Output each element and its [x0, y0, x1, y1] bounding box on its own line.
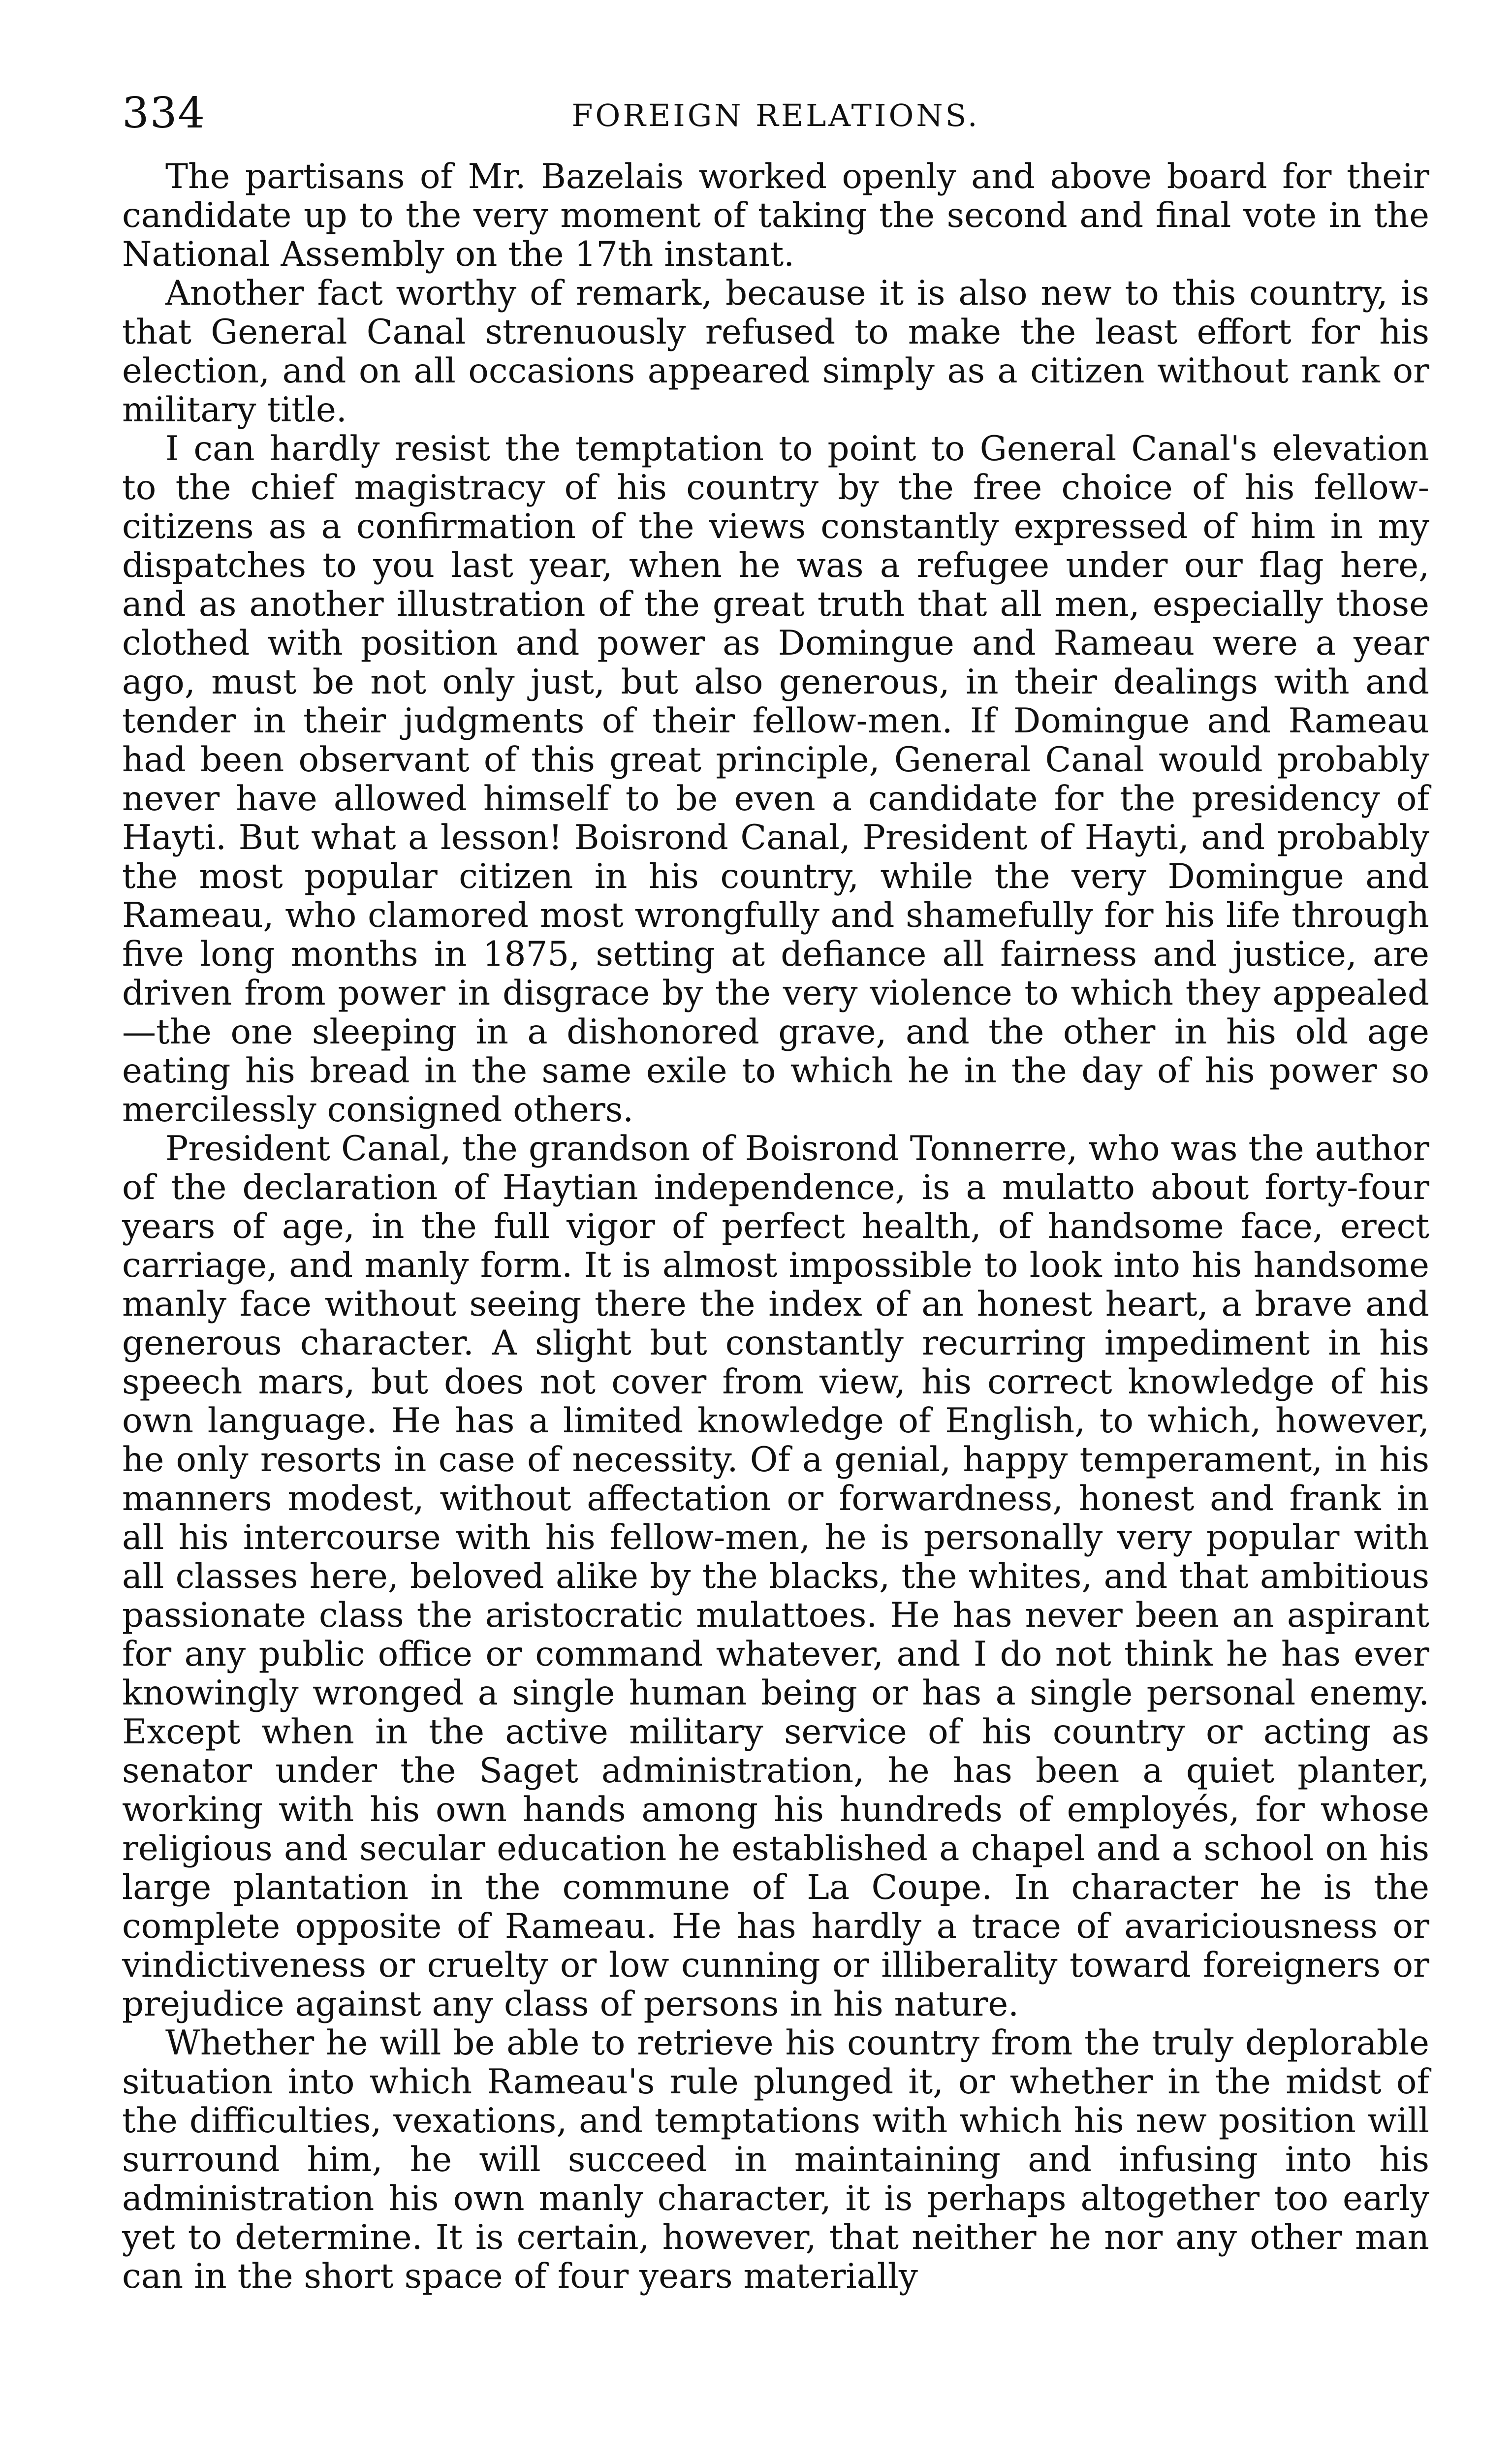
paragraph: Another fact worthy of remark, because it is also new to this country, is that General Canal strenuously refused to make the least effort for his election, and on all occasions appeared simply as a citizen without rank or military title. [122, 274, 1429, 430]
running-head [122, 89, 1429, 143]
paragraph: The partisans of Mr. Bazelais worked openly and above board for their candidate up to the very moment of taking the second and final vote in the National Assembly on the 17th instant. [122, 157, 1429, 274]
paragraph: I can hardly resist the temptation to point to General Canal's elevation to the chief magistracy of his country by the free choice of his fellow-citizens as a confirmation of the views constantly expressed of him in my dispatches to you last year, when he was a refugee under our flag here, and as another illustration of the great truth that all men, especially those clothed with position and power as Domingue and Rameau were a year ago, must be not only just, but also generous, in their dealings with and tender in their judgments of their fellow-men. If Domingue and Rameau had been observant of this great principle, General Canal would probably never have allowed himself to be even a candidate for the presidency of Hayti. But what a lesson! Boisrond Canal, President of Hayti, and probably the most popular citizen in his country, while the very Domingue and Rameau, who clamored most wrongfully and shamefully for his life through five long months in 1875, setting at defiance all fairness and justice, are driven from power in disgrace by the very violence to which they appealed—the one sleeping in a dishonored grave, and the other in his old age eating his bread in the same exile to which he in the day of his power so mercilessly consigned others. [122, 429, 1429, 1130]
running-head-title: FOREIGN RELATIONS. [571, 97, 980, 133]
paragraph: Whether he will be able to retrieve his country from the truly deplorable situation into which Rameau's rule plunged it, or whether in the midst of the difficulties, vexations, and temptations with which his new position will surround him, he will succeed in maintaining and infusing into his administration his own manly character, it is perhaps altogether too early yet to determine. It is certain, however, that neither he nor any other man can in the short space of four years materially [122, 2023, 1429, 2296]
paragraph: President Canal, the grandson of Boisrond Tonnerre, who was the author of the declaration of Haytian independence, is a mulatto about forty-four years of age, in the full vigor of perfect health, of handsome face, erect carriage, and manly form. It is almost impossible to look into his handsome manly face without seeing there the index of an honest heart, a brave and generous character. A slight but constantly recurring impediment in his speech mars, but does not cover from view, his correct knowledge of his own language. He has a limited knowledge of English, to which, however, he only resorts in case of necessity. Of a genial, happy temperament, in his manners modest, without affectation or forwardness, honest and frank in all his intercourse with his fellow-men, he is personally very popular with all classes here, beloved alike by the blacks, the whites, and that ambitious passionate class the aristocratic mulattoes. He has never been an aspirant for any public office or command whatever, and I do not think he has ever knowingly wronged a single human being or has a single personal enemy. Except when in the active military service of his country or acting as senator under the Saget administration, he has been a quiet planter, working with his own hands among his hundreds of employés, for whose religious and secular education he established a chapel and a school on his large plantation in the commune of La Coupe. In character he is the complete opposite of Rameau. He has hardly a trace of avariciousness or vindictiveness or cruelty or low cunning or illiberality toward foreigners or prejudice against any class of persons in his nature. [122, 1129, 1429, 2024]
page-number: 334 [122, 89, 206, 138]
body-text [122, 158, 1429, 2296]
